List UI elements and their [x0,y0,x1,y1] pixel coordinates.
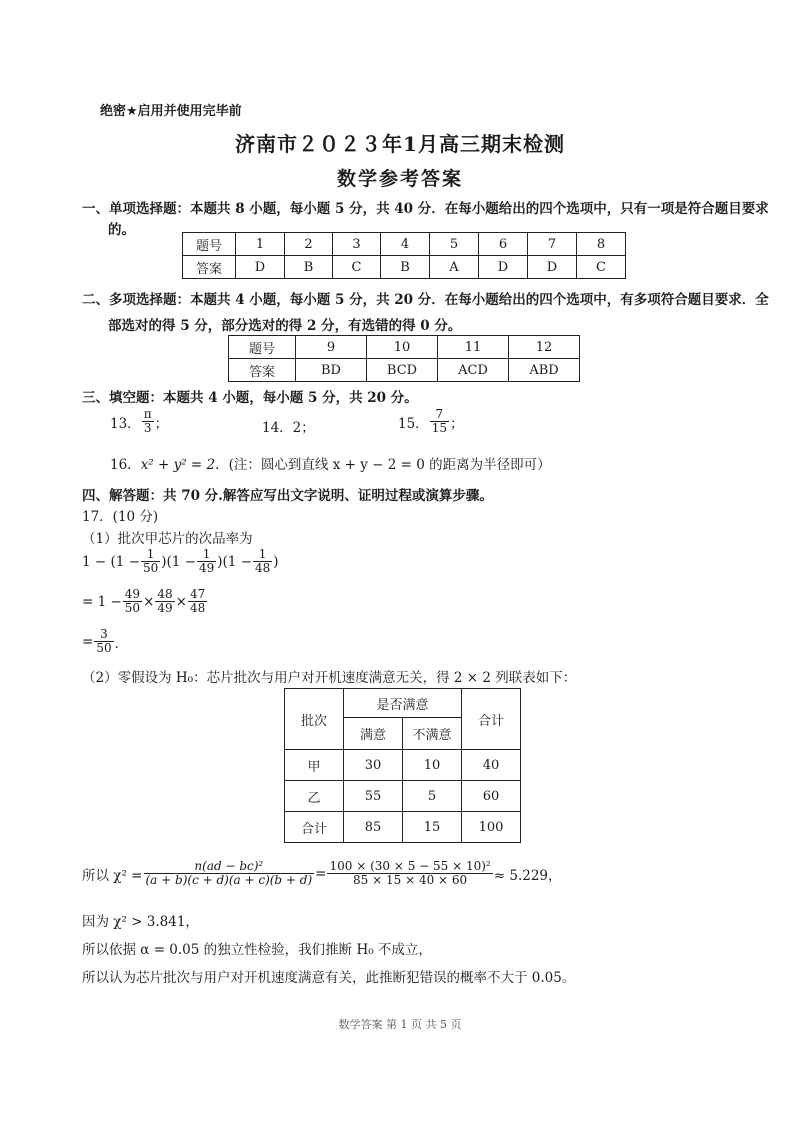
header-satisfied: 满意 [344,718,403,750]
question-number: 11 [438,336,509,359]
fraction [327,860,492,887]
question-number: 12 [509,336,580,359]
conclusion-line-2: 所以认为芯片批次与用户对开机速度满意有关，此推断犯错误的概率不大于 0.05。 [82,970,576,986]
fraction [188,588,207,615]
calc-text: = [315,865,327,882]
part1-intro: （1）批次甲芯片的次品率为 [82,531,253,547]
answer-cell: C [333,256,381,279]
fraction [123,588,142,615]
section1-heading: 一、单项选择题：本题共 8 小题，每小题 5 分，共 40 分．在每小题给出的四个选项中，只有一项是符合题目要求 [82,201,769,217]
header-satisfaction-group: 是否满意 [344,689,462,718]
calc-text: = [82,633,94,650]
denominator: 50 [96,641,112,655]
row-name: 合计 [285,812,344,843]
answer-15 [398,408,463,435]
denominator: 49 [157,601,173,615]
table-row [285,812,521,843]
row-label: 题号 [229,336,296,359]
fraction [94,628,113,655]
denominator: 48 [254,561,271,575]
fraction [141,548,160,575]
numerator: 49 [124,587,141,601]
calc-text: 所以 χ² = [82,867,143,884]
table-row [183,233,626,256]
numerator: 3 [94,628,113,642]
cell-total: 100 [462,812,521,843]
numerator: 48 [157,587,173,601]
part2-intro: （2）零假设为 H₀：芯片批次与用户对开机速度满意无关，得 2 × 2 列联表如下： [82,670,577,686]
cell-total: 60 [462,781,521,812]
denominator: 48 [189,601,206,615]
header-total: 合计 [462,689,521,750]
denominator: 3 [143,421,152,435]
answer-15-label: 15． [398,415,429,432]
fraction [197,548,216,575]
calc-text: × [175,593,187,610]
calc-text: = 1 − [82,593,122,610]
denominator: 85 × 15 × 40 × 60 [353,873,468,887]
cell-unsatisfied: 5 [403,781,462,812]
answer-cell: D [528,256,577,279]
answer-cell: B [285,256,333,279]
question-number: 1 [236,233,285,256]
section2-heading-cont: 部选对的得 5 分，部分选对的得 2 分，有选错的得 0 分。 [108,318,462,334]
question-number: 3 [333,233,381,256]
numerator: 7 [430,408,449,422]
numerator: 1 [253,548,272,562]
answer-14: 14．2； [262,420,315,436]
calc-text: ． [114,635,129,652]
row-label: 题号 [183,233,236,256]
answer-cell: BD [296,359,367,382]
row-label: 答案 [183,256,236,279]
page-footer: 数学答案 第 1 页 共 5 页 [338,1018,462,1031]
table-row [183,256,626,279]
denominator: 50 [124,601,141,615]
answer-cell: ABD [509,359,580,382]
page-title: 济南市２０２３年1月高三期末检测 [235,132,565,156]
question-number: 5 [430,233,479,256]
question-number: 2 [285,233,333,256]
table-row [285,750,521,781]
table-row [229,359,580,382]
question-number: 10 [367,336,438,359]
question-number: 9 [296,336,367,359]
answer-cell: C [577,256,626,279]
numerator: 100 × (30 × 5 − 55 × 10)² [329,859,491,873]
cell-satisfied: 85 [344,812,403,843]
calc-line-1 [82,548,279,575]
answer-16 [110,453,551,473]
numerator: 1 [141,548,160,562]
single-choice-table [182,232,626,279]
table-row [285,781,521,812]
calc-text: )(1 − [161,553,196,570]
question-number: 4 [381,233,430,256]
answer-cell: D [479,256,528,279]
answer-cell: A [430,256,479,279]
answer-cell: ACD [438,359,509,382]
question-number: 6 [479,233,528,256]
calc-text: )(1 − [217,553,252,570]
calc-text: ≈ 5.229， [493,867,562,884]
section3-heading: 三、填空题：本题共 4 小题，每小题 5 分，共 20 分。 [82,390,418,406]
numerator: 47 [189,587,206,601]
section2-heading: 二、多项选择题：本题共 4 小题，每小题 5 分，共 20 分．在每小题给出的四个选项中，有多项符合题目要求．全 [82,292,769,308]
numerator: 1 [197,548,216,562]
calc-text: × [143,593,155,610]
denominator: 15 [431,421,447,435]
section1-heading-cont: 的。 [108,222,135,238]
question-17-label: 17．(10 分) [82,509,159,525]
chi-square-formula [82,860,562,887]
answer-13-label: 13． [110,415,141,432]
cell-satisfied: 30 [344,750,403,781]
header-batch: 批次 [285,689,344,750]
fraction [155,588,174,615]
section4-heading: 四、解答题：共 70 分.解答应写出文字说明、证明过程或演算步骤。 [82,488,493,504]
header-unsatisfied: 不满意 [403,718,462,750]
answer-13 [110,408,168,435]
cell-unsatisfied: 10 [403,750,462,781]
because-line: 因为 χ² > 3.841， [82,914,199,930]
page-subtitle: 数学参考答案 [336,168,463,190]
fraction [142,408,154,435]
fraction [253,548,272,575]
conclusion-line-1: 所以依据 α = 0.05 的独立性检验，我们推断 H₀ 不成立， [82,942,432,958]
table-row [285,689,521,718]
row-label: 答案 [229,359,296,382]
denominator: (a + b)(c + d)(a + c)(b + d) [145,873,313,887]
calc-line-3 [82,628,128,655]
fraction [144,860,315,887]
answer-cell: BCD [367,359,438,382]
row-name: 乙 [285,781,344,812]
answer-15-suffix: ； [449,415,464,432]
table-row [229,336,580,359]
cell-total: 40 [462,750,521,781]
question-number: 7 [528,233,577,256]
denominator: 49 [198,561,215,575]
numerator: n(ad − bc)² [144,860,315,874]
calc-text: ) [273,553,279,570]
contingency-table [284,688,521,843]
multi-choice-table [228,335,580,382]
answer-13-suffix: ； [154,415,169,432]
answer-16-equation: x² + y² = 2 [140,457,216,473]
cell-unsatisfied: 15 [403,812,462,843]
fraction [430,408,449,435]
calc-text: 1 − (1 − [82,553,140,570]
denominator: 50 [142,561,159,575]
answer-cell: B [381,256,430,279]
answer-16-note: ．(注：圆心到直线 x + y − 2 = 0 的距离为半径即可） [215,457,551,473]
cell-satisfied: 55 [344,781,403,812]
question-number: 8 [577,233,626,256]
confidential-note: 绝密★启用并使用完毕前 [100,104,242,119]
numerator: π [143,407,152,421]
answer-16-label: 16． [110,457,141,473]
answer-cell: D [236,256,285,279]
row-name: 甲 [285,750,344,781]
calc-line-2 [82,588,208,615]
